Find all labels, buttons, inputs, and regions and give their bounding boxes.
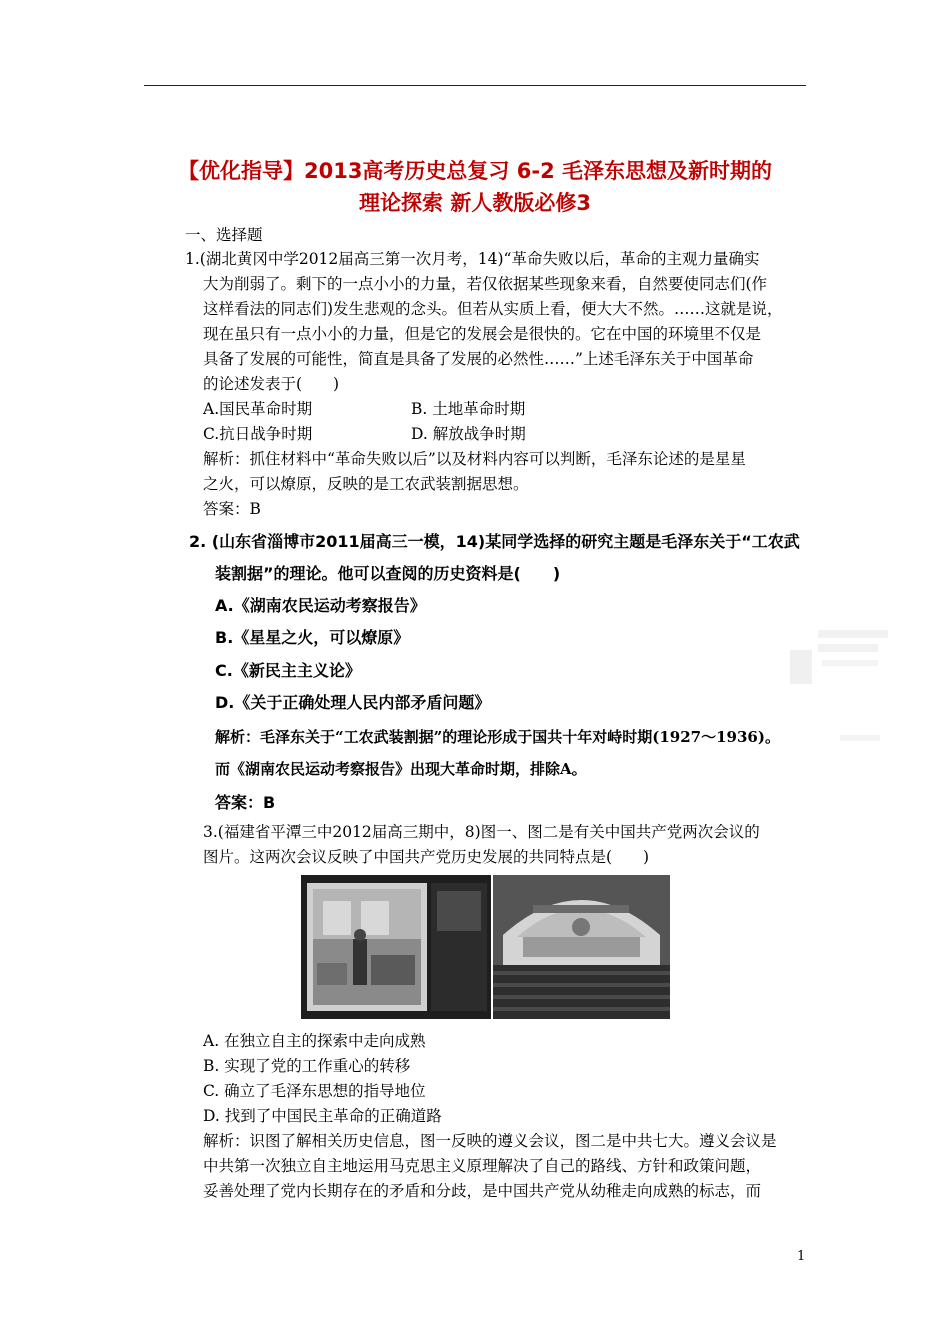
q2-option-d: D.《关于正确处理人民内部矛盾问题》 xyxy=(215,693,491,712)
q1-option-d: D. 解放战争时期 xyxy=(411,425,526,443)
figure-1-stamp-image xyxy=(301,875,491,1019)
document-title-line1: 【优化指导】2013高考历史总复习 6-2 毛泽东思想及新时期的 xyxy=(177,159,772,183)
figure-2-congress-photo xyxy=(493,875,670,1019)
q1-analysis: 之火，可以燎原，反映的是工农武装割据思想。 xyxy=(203,475,529,493)
q3-option-b: B. 实现了党的工作重心的转移 xyxy=(203,1057,411,1075)
q3-option-c: C. 确立了毛泽东思想的指导地位 xyxy=(203,1082,426,1100)
q1-answer: 答案：B xyxy=(203,500,261,518)
q3-option-d: D. 找到了中国民主革命的正确道路 xyxy=(203,1107,442,1125)
q3-analysis: 中共第一次独立自主地运用马克思主义原理解决了自己的路线、方针和政策问题， xyxy=(203,1157,762,1175)
q3-analysis: 解析：识图了解相关历史信息，图一反映的遵义会议，图二是中共七大。遵义会议是 xyxy=(203,1132,777,1150)
q3-analysis: 妥善处理了党内长期存在的矛盾和分歧，是中国共产党从幼稚走向成熟的标志，而 xyxy=(203,1182,762,1200)
watermark-logo xyxy=(760,560,900,770)
q2-analysis: 而《湖南农民运动考察报告》出现大革命时期，排除A。 xyxy=(215,760,587,778)
q2-answer: 答案：B xyxy=(215,793,276,812)
document-title-line2: 理论探索 新人教版必修3 xyxy=(359,191,591,215)
q3-option-a: A. 在独立自主的探索中走向成熟 xyxy=(203,1032,426,1050)
q2-line: 2. (山东省淄博市2011届高三一模，14)某同学选择的研究主题是毛泽东关于“工农武 xyxy=(189,532,800,551)
q2-option-c: C.《新民主主义论》 xyxy=(215,661,361,680)
page-number: 1 xyxy=(797,1249,806,1264)
q1-line: 的论述发表于( ) xyxy=(203,375,340,393)
q2-line: 装割据”的理论。他可以查阅的历史资料是( ) xyxy=(215,564,561,583)
q1-option-a: A.国民革命时期 xyxy=(203,400,313,418)
q1-line: 大为削弱了。剩下的一点小小的力量，若仅依据某些现象来看，自然要使同志们(作 xyxy=(203,275,768,293)
header-rule xyxy=(144,85,806,86)
q1-option-c: C.抗日战争时期 xyxy=(203,425,313,443)
q1-line: 具备了发展的可能性，简直是具备了发展的必然性……”上述毛泽东关于中国革命 xyxy=(203,350,754,368)
q2-option-b: B.《星星之火，可以燎原》 xyxy=(215,628,410,647)
q2-option-a: A.《湖南农民运动考察报告》 xyxy=(215,596,426,615)
section-heading: 一、选择题 xyxy=(185,226,263,244)
q1-line: 1.(湖北黄冈中学2012届高三第一次月考，14)“革命失败以后，革命的主观力量确实 xyxy=(185,250,760,268)
q1-option-b: B. 土地革命时期 xyxy=(411,400,526,418)
q2-analysis: 解析：毛泽东关于“工农武装割据”的理论形成于国共十年对峙时期(1927～1936)。 xyxy=(215,728,780,746)
q3-line: 图片。这两次会议反映了中国共产党历史发展的共同特点是( ) xyxy=(203,848,650,866)
q1-line: 现在虽只有一点小小的力量，但是它的发展会是很快的。它在中国的环境里不仅是 xyxy=(203,325,762,343)
q1-line: 这样看法的同志们)发生悲观的念头。但若从实质上看，便大大不然。……这就是说， xyxy=(203,300,783,318)
q3-line: 3.(福建省平潭三中2012届高三期中，8)图一、图二是有关中国共产党两次会议的 xyxy=(203,823,760,841)
q1-analysis: 解析：抓住材料中“革命失败以后”以及材料内容可以判断，毛泽东论述的是星星 xyxy=(203,450,746,468)
